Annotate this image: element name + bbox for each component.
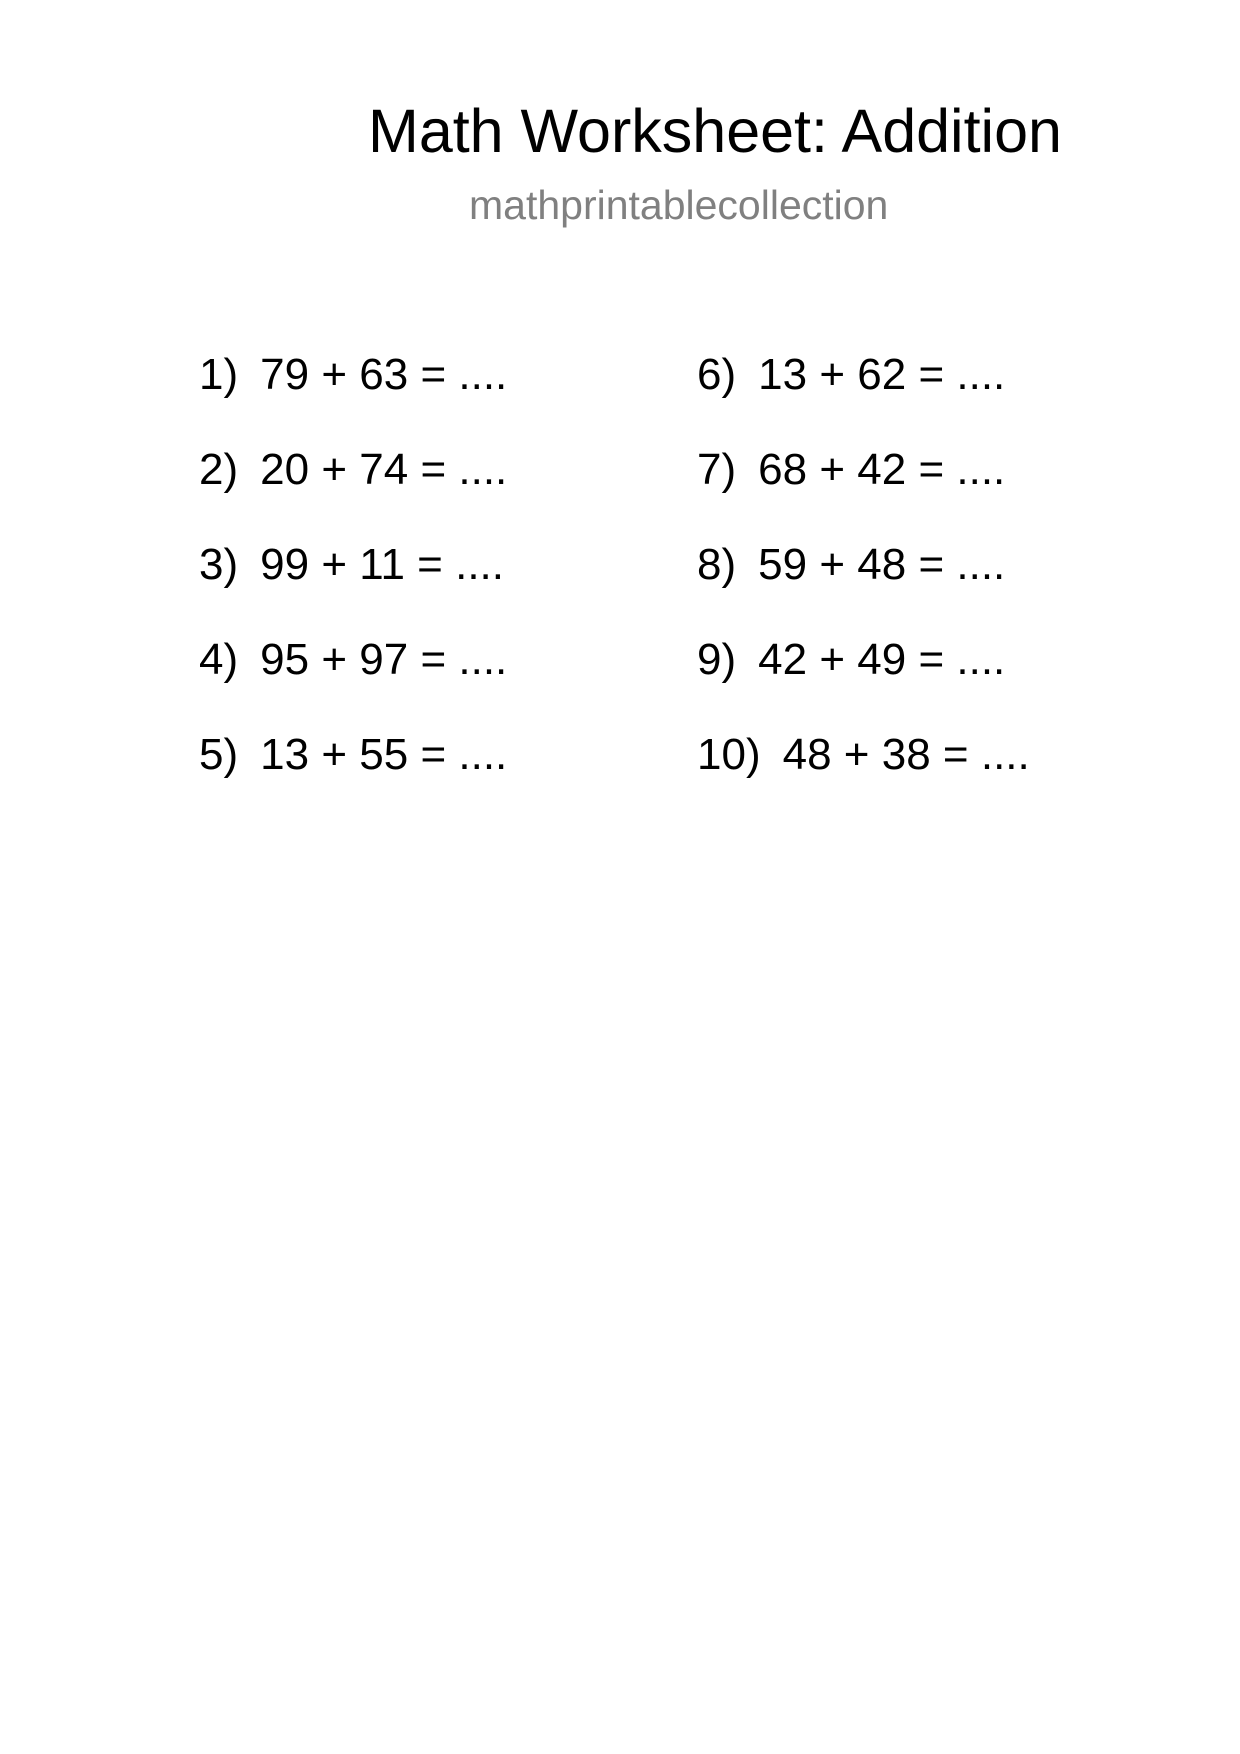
operator: + <box>321 350 348 399</box>
operator: + <box>819 635 846 684</box>
operand-a: 42 <box>758 635 808 684</box>
answer-blank: .... <box>458 635 508 684</box>
answer-blank: .... <box>458 445 508 494</box>
operand-b: 97 <box>359 635 409 684</box>
operand-a: 13 <box>260 730 310 779</box>
operator: + <box>321 730 348 779</box>
operator: + <box>321 635 348 684</box>
operator: + <box>321 540 348 589</box>
page-subtitle: mathprintablecollection <box>469 182 889 228</box>
answer-blank: .... <box>956 540 1006 589</box>
operand-b: 55 <box>359 730 409 779</box>
operator: + <box>843 730 870 779</box>
problem-number: 1) <box>199 350 239 399</box>
operand-b: 74 <box>359 445 409 494</box>
operand-b: 48 <box>857 540 907 589</box>
problem-6 <box>697 348 1030 443</box>
equals-sign: = <box>942 730 969 779</box>
problem-number: 4) <box>199 635 239 684</box>
operand-b: 42 <box>857 445 907 494</box>
problem-2 <box>199 443 507 538</box>
problem-number: 9) <box>697 635 737 684</box>
problem-number: 10) <box>697 730 761 779</box>
problem-3 <box>199 538 507 633</box>
operand-b: 11 <box>359 540 405 589</box>
problem-number: 8) <box>697 540 737 589</box>
problem-8 <box>697 538 1030 633</box>
equals-sign: = <box>918 540 945 589</box>
problem-number: 6) <box>697 350 737 399</box>
problems-right-column <box>697 348 1030 823</box>
equals-sign: = <box>420 730 447 779</box>
operand-a: 48 <box>782 730 832 779</box>
operand-a: 79 <box>260 350 310 399</box>
operand-a: 20 <box>260 445 310 494</box>
answer-blank: .... <box>956 445 1006 494</box>
operator: + <box>819 445 846 494</box>
problem-5 <box>199 728 507 823</box>
operand-a: 99 <box>260 540 310 589</box>
problems-left-column <box>199 348 507 823</box>
problem-1 <box>199 348 507 443</box>
equals-sign: = <box>918 635 945 684</box>
answer-blank: .... <box>455 540 505 589</box>
answer-blank: .... <box>458 730 508 779</box>
operator: + <box>819 350 846 399</box>
problem-7 <box>697 443 1030 538</box>
equals-sign: = <box>918 350 945 399</box>
answer-blank: .... <box>956 350 1006 399</box>
answer-blank: .... <box>956 635 1006 684</box>
equals-sign: = <box>420 635 447 684</box>
operand-a: 68 <box>758 445 808 494</box>
operand-a: 59 <box>758 540 808 589</box>
equals-sign: = <box>420 445 447 494</box>
operator: + <box>819 540 846 589</box>
answer-blank: .... <box>458 350 508 399</box>
equals-sign: = <box>918 445 945 494</box>
problem-4 <box>199 633 507 728</box>
answer-blank: .... <box>980 730 1030 779</box>
problem-10 <box>697 728 1030 823</box>
problem-number: 5) <box>199 730 239 779</box>
operand-b: 63 <box>359 350 409 399</box>
equals-sign: = <box>417 540 443 589</box>
problem-9 <box>697 633 1030 728</box>
page-title: Math Worksheet: Addition <box>368 97 1062 165</box>
operator: + <box>321 445 348 494</box>
problem-number: 7) <box>697 445 737 494</box>
operand-b: 49 <box>857 635 907 684</box>
problem-number: 2) <box>199 445 239 494</box>
problem-number: 3) <box>199 540 239 589</box>
equals-sign: = <box>420 350 447 399</box>
operand-a: 95 <box>260 635 310 684</box>
operand-b: 62 <box>857 350 907 399</box>
operand-b: 38 <box>881 730 931 779</box>
operand-a: 13 <box>758 350 808 399</box>
